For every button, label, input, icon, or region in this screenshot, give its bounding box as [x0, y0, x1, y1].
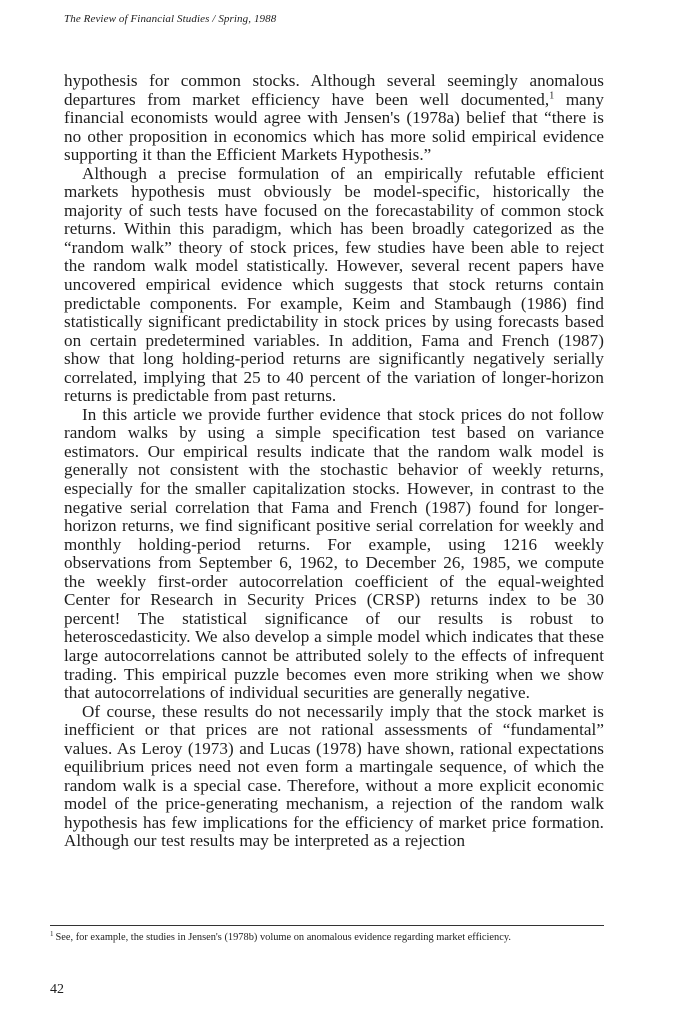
footnote-mark: 1	[50, 929, 54, 938]
page-number: 42	[50, 982, 64, 997]
main-text	[64, 72, 604, 851]
paragraph-1-text-a: hypothesis for common stocks. Although several seemingly anomalous departures from market efficiency have been well documented,	[64, 71, 604, 109]
paragraph-2: Although a precise formulation of an empirically refutable efficient markets hypothesis must obviously be model-specific, historically the majority of such tests have focused on the forecastability of common stock returns. Within this paradigm, which has been broadly categorized as the “random walk” theory of stock prices, few studies have been able to reject the random walk model statistically. However, several recent papers have uncovered empirical evidence which suggests that stock returns contain predictable components. For example, Keim and Stambaugh (1986) find statistically significant predictability in stock prices by using forecasts based on certain predetermined variables. In addition, Fama and French (1987) show that long holding-period returns are significantly negatively serially correlated, implying that 25 to 40 percent of the variation of longer-horizon returns is predictable from past returns.	[64, 163, 604, 406]
running-header: The Review of Financial Studies / Spring, 1988	[64, 13, 277, 25]
paragraph-3: In this article we provide further evidence that stock prices do not follow random walks by using a simple specification test based on variance estimators. Our empirical results indicate that the random walk model is generally not consistent with the stochastic behavior of weekly returns, especially for the smaller capitalization stocks. However, in contrast to the negative serial correlation that Fama and French (1987) found for longer-horizon returns, we find significant positive serial correlation for weekly and monthly holding-period returns. For example, using 1216 weekly observations from September 6, 1962, to December 26, 1985, we compute the weekly first-order autocorrelation coefficient of the equal-weighted Center for Research in Security Prices (CRSP) returns index to be 30 percent! The statistical significance of our results is robust to heteroscedasticity. We also develop a simple model which indicates that these large autocorrelations cannot be attributed solely to the effects of infrequent trading. This empirical puzzle becomes even more striking when we show that autocorrelations of individual securities are generally negative.	[64, 404, 604, 703]
paragraph-1	[64, 72, 604, 165]
footnote	[50, 931, 604, 944]
paragraph-4: Of course, these results do not necessarily imply that the stock market is inefficient or that prices are not rational assessments of “fundamental” values. As Leroy (1973) and Lucas (1978) have shown, rational expectations equilibrium prices need not even form a martingale sequence, of which the random walk is a special case. Therefore, without a more explicit economic model of the price-generating mechanism, a rejection of the random walk hypothesis has few implications for the efficiency of market price formation. Although our test results may be interpreted as a rejection	[64, 701, 604, 851]
footnote-reference: 1	[549, 89, 555, 101]
footnote-divider	[50, 925, 604, 926]
footnote-text: See, for example, the studies in Jensen's (1978b) volume on anomalous evidence regarding market efficiency.	[55, 932, 511, 943]
paragraph-1-text-b: many financial economists would agree with Jensen's (1978a) belief that “there is no other proposition in economics which has more solid empirical evidence supporting it than the Efficient Markets Hypothesis.”	[64, 89, 604, 165]
